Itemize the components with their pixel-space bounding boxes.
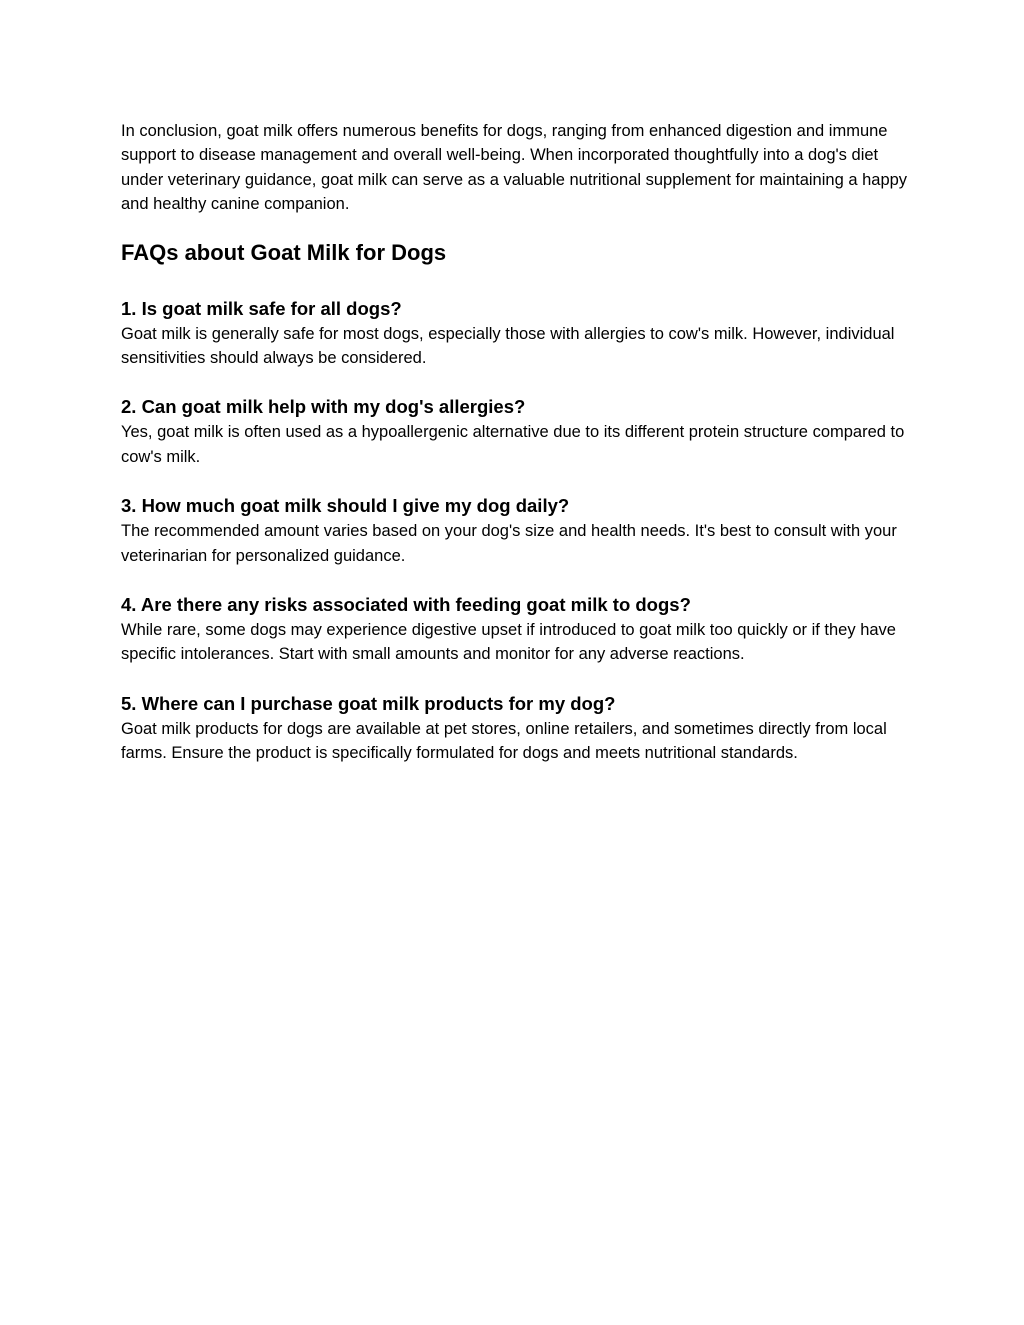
- faq-question: 2. Can goat milk help with my dog's allergies?: [121, 396, 526, 418]
- faq-answer: Goat milk is generally safe for most dogs, especially those with allergies to cow's milk. However, individual sensitivities should always be considered.: [121, 324, 895, 368]
- faq-item-2: [121, 395, 911, 469]
- faq-question: 1. Is goat milk safe for all dogs?: [121, 297, 402, 319]
- faq-answer: Goat milk products for dogs are available at pet stores, online retailers, and sometimes directly from local farms. Ensure the product is specifically formulated for dogs and meets nutritional standards.: [121, 719, 887, 763]
- faq-question: 3. How much goat milk should I give my dog daily?: [121, 495, 570, 517]
- faq-item-5: [121, 692, 911, 766]
- faq-answer: While rare, some dogs may experience digestive upset if introduced to goat milk too quickly or if they have specific intolerances. Start with small amounts and monitor for any adverse reactions.: [121, 621, 896, 664]
- faq-question: 4. Are there any risks associated with feeding goat milk to dogs?: [121, 594, 691, 616]
- faq-section-title: FAQs about Goat Milk for Dogs: [121, 239, 447, 265]
- faq-item-3: [121, 494, 911, 568]
- faq-answer: The recommended amount varies based on your dog's size and health needs. It's best to consult with your veterinarian for personalized guidance.: [121, 522, 897, 565]
- conclusion-paragraph: In conclusion, goat milk offers numerous benefits for dogs, ranging from enhanced digestion and immune support to disease management and overall well-being. When incorporated thoughtfully into a dog's diet under veterinary guidance, goat milk can serve as a valuable nutritional supplement for maintaining a happy and healthy canine companion.: [121, 122, 908, 214]
- faq-list: [121, 297, 911, 766]
- faq-answer: Yes, goat milk is often used as a hypoallergenic alternative due to its different protein structure compared to cow's milk.: [121, 423, 905, 466]
- document-page: [121, 119, 911, 791]
- faq-item-4: [121, 593, 911, 667]
- faq-item-1: [121, 297, 911, 371]
- faq-question: 5. Where can I purchase goat milk products for my dog?: [121, 692, 616, 714]
